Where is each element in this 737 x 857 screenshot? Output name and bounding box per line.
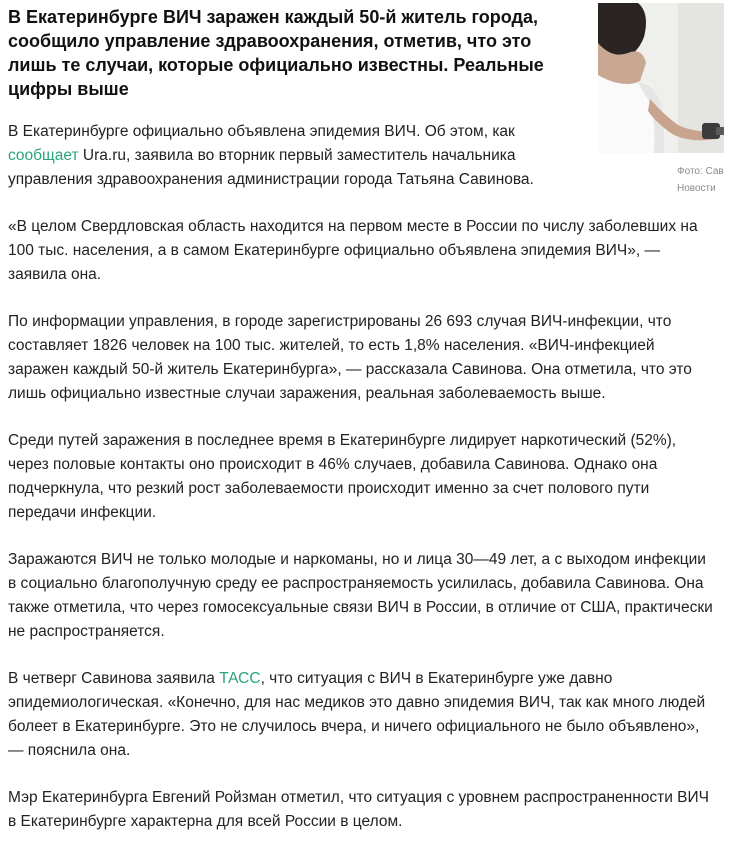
paragraph-3: По информации управления, в городе зарегистрированы 26 693 случая ВИЧ-инфекции, что составляет 1826 человек на 100 тыс. жителей, то есть 1,8% населения. «ВИЧ-инфекцией заражен каждый 50-й житель Екатеринбурга», — рассказала Савинова. Она отметила, что это лишь официально известные случаи заражения, реальная заболеваемость выше.: [8, 313, 692, 402]
paragraph-1-text-after: Ura.ru, заявила во вторник первый заместитель начальника управления здравоохранения администрации города Татьяна Савинова.: [8, 147, 534, 188]
photo-caption-line-2: Новости: [677, 183, 716, 194]
source-link-ura[interactable]: сообщает: [8, 147, 79, 164]
paragraph-6: [8, 667, 718, 763]
photo-caption: [677, 163, 737, 197]
paragraph-7: Мэр Екатеринбурга Евгений Ройзман отметил, что ситуация с уровнем распространенности ВИЧ в Екатеринбурге характерна для всей России в целом.: [8, 789, 709, 830]
article-headline: В Екатеринбурге ВИЧ заражен каждый 50-й житель города, сообщило управление здравоохранения, отметив, что это лишь те случаи, которые официально известны. Реальные цифры выше: [8, 7, 544, 99]
paragraph-2: «В целом Свердловская область находится на первом месте в России по числу заболевших на 100 тыс. населения, а в самом Екатеринбурге официально объявлена эпидемия ВИЧ», — заявила она.: [8, 218, 698, 283]
paragraph-6-text-after: , что ситуация с ВИЧ в Екатеринбурге уже давно эпидемиологическая. «Конечно, для нас медиков это давно эпидемия ВИЧ, так как много людей болеет в Екатеринбурге. Это не случилось вчера, и ничего официального не было объявлено», — пояснила она.: [8, 670, 706, 759]
paragraph-6-text-before: В четверг Савинова заявила: [8, 670, 220, 687]
article-photo[interactable]: [598, 3, 724, 153]
article-body: [8, 120, 718, 857]
paragraph-1: [8, 120, 568, 192]
paragraph-5: Заражаются ВИЧ не только молодые и наркоманы, но и лица 30—49 лет, а с выходом инфекции в социально благополучную среду ее распространяемость усилилась, добавила Савинова. Она также отметила, что через гомосексуальные связи ВИЧ в России, в отличие от США, практически не распространяется.: [8, 551, 713, 640]
photo-caption-line-1: Фото: Сав: [677, 166, 724, 177]
paragraph-1-text-before: В Екатеринбурге официально объявлена эпидемия ВИЧ. Об этом, как: [8, 123, 515, 140]
paragraph-4: Среди путей заражения в последнее время в Екатеринбурге лидирует наркотический (52%), через половые контакты оно происходит в 46% случаев, добавила Савинова. Однако она подчеркнула, что резкий рост заболеваемости происходит именно за счет полового пути передачи инфекции.: [8, 432, 677, 521]
source-link-tass[interactable]: ТАСС: [219, 670, 261, 687]
photo-illustration: [598, 3, 724, 153]
